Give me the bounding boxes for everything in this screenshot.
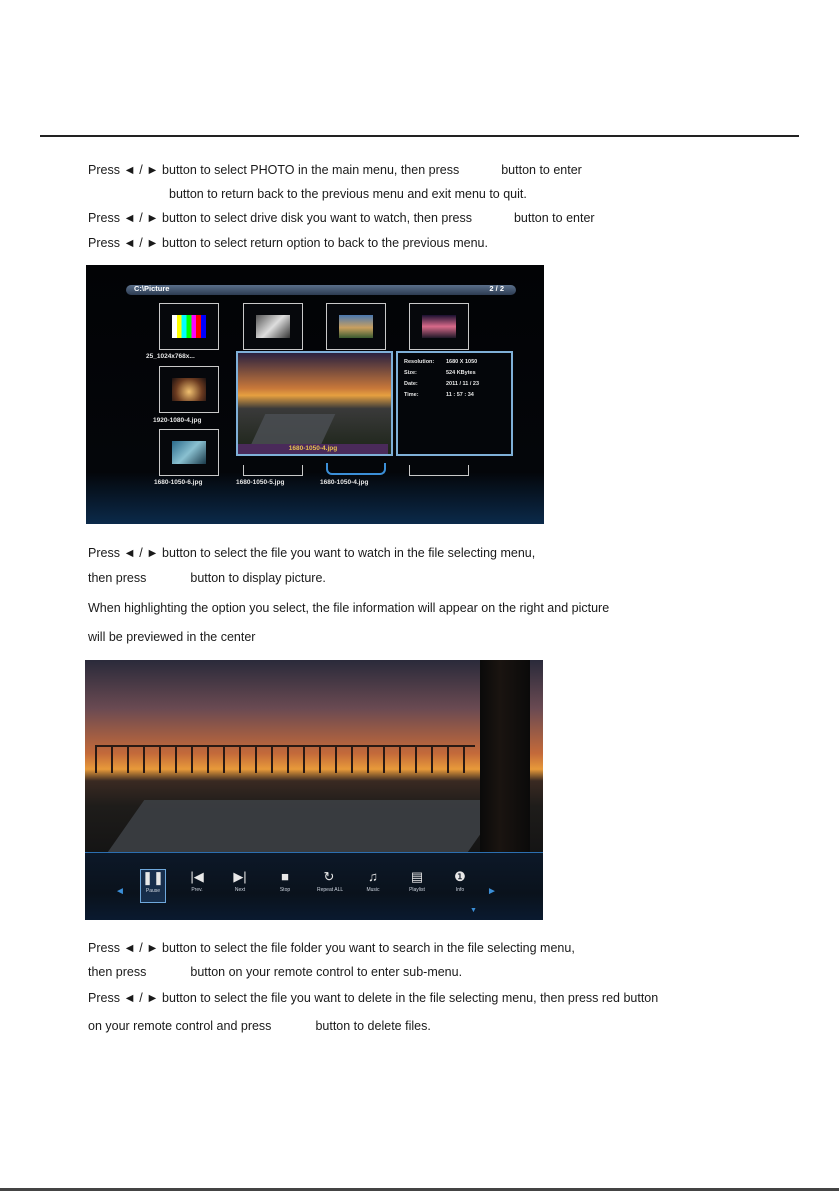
down-arrow-icon[interactable]: ▼ (470, 907, 477, 914)
instruction-text: Press ◄ / ► button to select the file folder you want to search in the file selecting menu, (88, 941, 575, 955)
browser-title-bar (126, 285, 516, 295)
instruction-text: Press ◄ / ► button to select the file you want to delete in the file selecting menu, then press red button (88, 991, 659, 1005)
image-preview (236, 351, 393, 456)
instruction-line (88, 211, 595, 225)
instruction-line (88, 601, 609, 615)
info-label: Size: (404, 370, 417, 376)
repeat-button[interactable] (317, 869, 344, 901)
instruction-line (88, 1019, 431, 1033)
palm-tree-shape (480, 660, 530, 855)
info-value: 11 : 57 : 34 (446, 392, 474, 398)
instruction-text: When highlighting the option you select, the file information will appear on the right and picture (88, 601, 610, 615)
instruction-line (88, 546, 535, 560)
info-value: 524 KBytes (446, 370, 476, 376)
left-arrow-icon[interactable]: ◄ (115, 886, 125, 897)
control-label: Prev. (191, 887, 203, 893)
photo-browser-screenshot (86, 265, 544, 524)
instruction-line (88, 163, 582, 177)
info-label: Time: (404, 392, 419, 398)
photo-playback-screenshot (85, 660, 543, 920)
thumbnail-caption: 1680-1050-4.jpg (320, 479, 369, 486)
next-icon: ▶| (233, 869, 247, 884)
stop-icon: ■ (281, 869, 289, 884)
thumbnail-1[interactable] (159, 303, 219, 350)
info-row (404, 370, 476, 376)
instruction-text: Press ◄ / ► button to select the file you want to watch in the file selecting menu, (88, 546, 536, 560)
photo-image (256, 315, 290, 338)
thumbnail-3[interactable] (326, 303, 386, 350)
instruction-text: Press ◄ / ► button to select drive disk you want to watch, then press (88, 211, 472, 225)
thumbnail-slot-bottom (409, 465, 469, 476)
info-label: Date: (404, 381, 418, 387)
instruction-line (88, 965, 462, 979)
pause-button[interactable] (140, 869, 166, 903)
control-label: Pause (145, 888, 161, 894)
info-button[interactable] (448, 869, 472, 901)
thumbnail-2[interactable] (243, 303, 303, 350)
color-bars-image (172, 315, 206, 338)
thumbnail-caption: 1680-1050-6.jpg (154, 479, 203, 486)
thumbnail-4[interactable] (409, 303, 469, 350)
info-value: 2011 / 11 / 23 (446, 381, 480, 387)
instruction-text: button to display picture. (190, 571, 326, 585)
info-row (404, 392, 474, 398)
stop-button[interactable] (273, 869, 297, 901)
instruction-line (169, 187, 527, 201)
next-button[interactable] (228, 869, 252, 901)
instruction-line (88, 236, 488, 250)
instruction-text: on your remote control and press (88, 1019, 272, 1033)
instruction-text: Press ◄ / ► button to select PHOTO in the main menu, then press (88, 163, 460, 177)
instruction-line (88, 571, 326, 585)
thumbnail-6[interactable] (159, 429, 219, 476)
instruction-text: button on your remote control to enter sub-menu. (190, 965, 463, 979)
photo-image (172, 378, 206, 401)
prev-button[interactable] (185, 869, 209, 901)
prev-icon: |◀ (190, 869, 204, 884)
photo-image (339, 315, 373, 338)
control-label: Playlist (409, 887, 425, 893)
instruction-text: then press (88, 571, 147, 585)
info-value: 1680 X 1050 (446, 359, 478, 365)
control-label: Music (366, 887, 380, 893)
playlist-icon: ▤ (410, 869, 424, 884)
playback-control-bar (85, 852, 543, 920)
header-rule (40, 135, 799, 137)
selected-slot-bottom (326, 463, 386, 475)
music-button[interactable] (361, 869, 385, 901)
instruction-text: will be previewed in the center (88, 630, 256, 644)
instruction-text: Press ◄ / ► button to select return option to back to the previous menu. (88, 236, 488, 250)
thumbnail-5[interactable] (159, 366, 219, 413)
info-row (404, 381, 480, 387)
right-arrow-icon[interactable]: ► (487, 886, 497, 897)
road-shape (106, 800, 505, 855)
thumbnail-caption: 1680-1050-5.jpg (236, 479, 285, 486)
instruction-text: then press (88, 965, 147, 979)
info-row (404, 359, 478, 365)
control-label: Next (234, 887, 246, 893)
info-icon: ❶ (454, 869, 466, 884)
control-label: Repeat ALL (317, 887, 344, 893)
thumbnail-slot-bottom (243, 465, 303, 476)
thumbnail-caption: 1920-1080-4.jpg (153, 417, 202, 424)
instruction-text: button to delete files. (315, 1019, 431, 1033)
instruction-text: button to enter (513, 211, 595, 225)
music-icon: ♫ (368, 869, 378, 884)
instruction-text: button to enter (501, 163, 582, 177)
control-label: Stop (279, 887, 291, 893)
instruction-text: button to return back to the previous menu and exit menu to quit. (169, 187, 527, 201)
instruction-line (88, 991, 658, 1005)
control-label: Info (455, 887, 465, 893)
preview-caption: 1680-1050-4.jpg (238, 444, 388, 454)
playlist-button[interactable] (405, 869, 429, 901)
folder-path: C:\Picture (134, 284, 170, 293)
thumbnail-caption: 25_1024x768x... (146, 353, 195, 360)
instruction-line (88, 630, 255, 644)
file-info-panel (396, 351, 513, 456)
pause-icon: ❚❚ (142, 870, 164, 885)
info-label: Resolution: (404, 359, 435, 365)
instruction-line (88, 941, 575, 955)
photo-image (422, 315, 456, 338)
photo-image (172, 441, 206, 464)
repeat-icon: ↻ (323, 869, 335, 884)
page-indicator: 2 / 2 (489, 284, 504, 293)
fence-shape (95, 745, 475, 773)
